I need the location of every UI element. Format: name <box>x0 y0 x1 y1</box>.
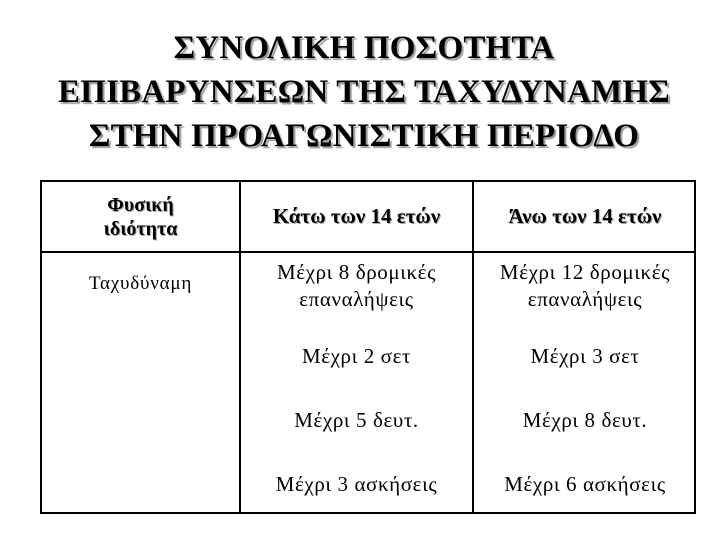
under14-repetitions <box>241 253 472 319</box>
over14-sets: Μέχρι 3 σετ <box>530 343 640 368</box>
header-under-14: Κάτω των 14 ετών <box>272 204 441 228</box>
under14-sets: Μέχρι 2 σετ <box>301 343 412 368</box>
under14-repetitions-line1: Μέχρι 8 δρομικές <box>276 260 437 284</box>
over14-duration: Μέχρι 8 δευτ. <box>522 407 648 432</box>
over14-exercises: Μέχρι 6 ασκήσεις <box>504 471 666 496</box>
over14-repetitions-line2: επαναλήψεις <box>527 287 643 311</box>
header-physical-attribute <box>42 182 239 251</box>
row-label-power: Ταχυδύναμη <box>88 272 193 294</box>
over14-repetitions <box>474 253 696 319</box>
under14-exercises: Μέχρι 3 ασκήσεις <box>275 471 438 496</box>
under14-repetitions-line2: επαναλήψεις <box>299 287 414 311</box>
title-line-2: ΕΠΙΒΑΡΥΝΣΕΩΝ ΤΗΣ ΤΑΧΥΔΥΝΑΜΗΣ <box>58 74 670 110</box>
title-line-3: ΣΤΗΝ ΠΡΟΑΓΩΝΙΣΤΙΚΗ ΠΕΡΙΟΔΟ <box>88 118 640 154</box>
title-line-1: ΣΥΝΟΛΙΚΗ ΠΟΣΟΤΗΤΑ <box>173 30 555 66</box>
slide-title <box>0 26 728 158</box>
under14-duration: Μέχρι 5 δευτ. <box>294 407 419 432</box>
load-table <box>40 180 696 514</box>
header-over-14: Άνω των 14 ετών <box>508 204 662 228</box>
header-col1-line2: ιδιότητα <box>103 217 178 240</box>
over14-repetitions-line1: Μέχρι 12 δρομικές <box>499 260 671 284</box>
header-col1-line1: Φυσική <box>107 193 174 216</box>
